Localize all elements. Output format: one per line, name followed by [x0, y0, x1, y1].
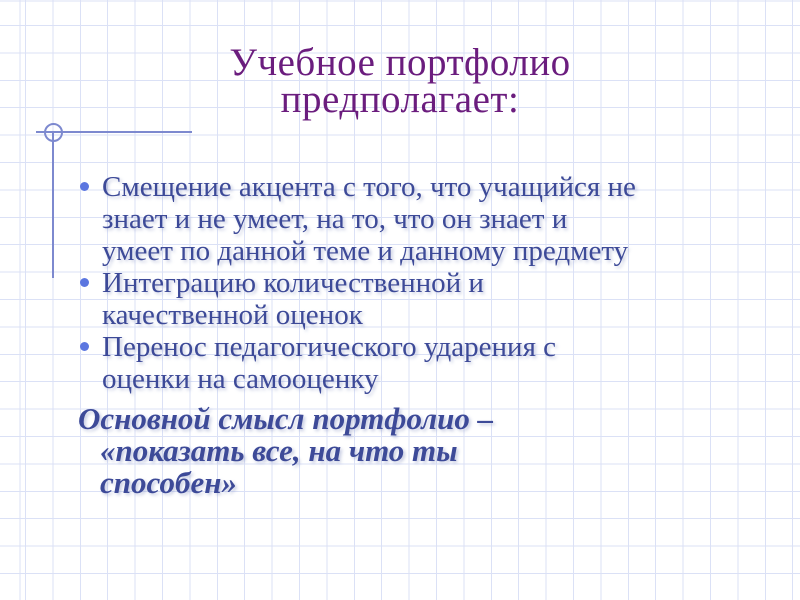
bullet-item — [78, 267, 768, 331]
emphasis-text-line: «показать все, на что ты — [100, 433, 458, 468]
emphasis-paragraph — [78, 403, 768, 499]
decoration-vertical-line — [52, 132, 54, 278]
bullet-text-line: качественной оценок — [102, 299, 363, 331]
bullet-item — [78, 331, 768, 395]
emphasis-text-line: Основной смысл портфолио – — [78, 401, 494, 436]
bullet-text-line: оценки на самооценку — [102, 363, 379, 395]
bullet-item — [78, 171, 768, 267]
bullet-list — [78, 171, 768, 395]
bullet-text-line: Интеграцию количественной и — [102, 267, 484, 299]
slide-title-line: предполагает: — [280, 78, 520, 121]
emphasis-text-line: способен» — [100, 465, 237, 500]
bullet-dot-icon — [80, 182, 89, 191]
bullet-text-line: Смещение акцента с того, что учащийся не — [102, 171, 636, 203]
bullet-dot-icon — [80, 278, 89, 287]
bullet-text-line: знает и не умеет, на то, что он знает и — [102, 203, 568, 235]
decoration-ring-icon — [44, 123, 63, 142]
slide-body — [78, 171, 768, 499]
bullet-text-line: умеет по данной теме и данному предмету — [102, 235, 629, 267]
bullet-dot-icon — [80, 342, 89, 351]
bullet-text-line: Перенос педагогического ударения с — [102, 331, 557, 363]
slide-title-line: Учебное портфолио — [229, 41, 571, 84]
slide-title — [40, 41, 760, 121]
